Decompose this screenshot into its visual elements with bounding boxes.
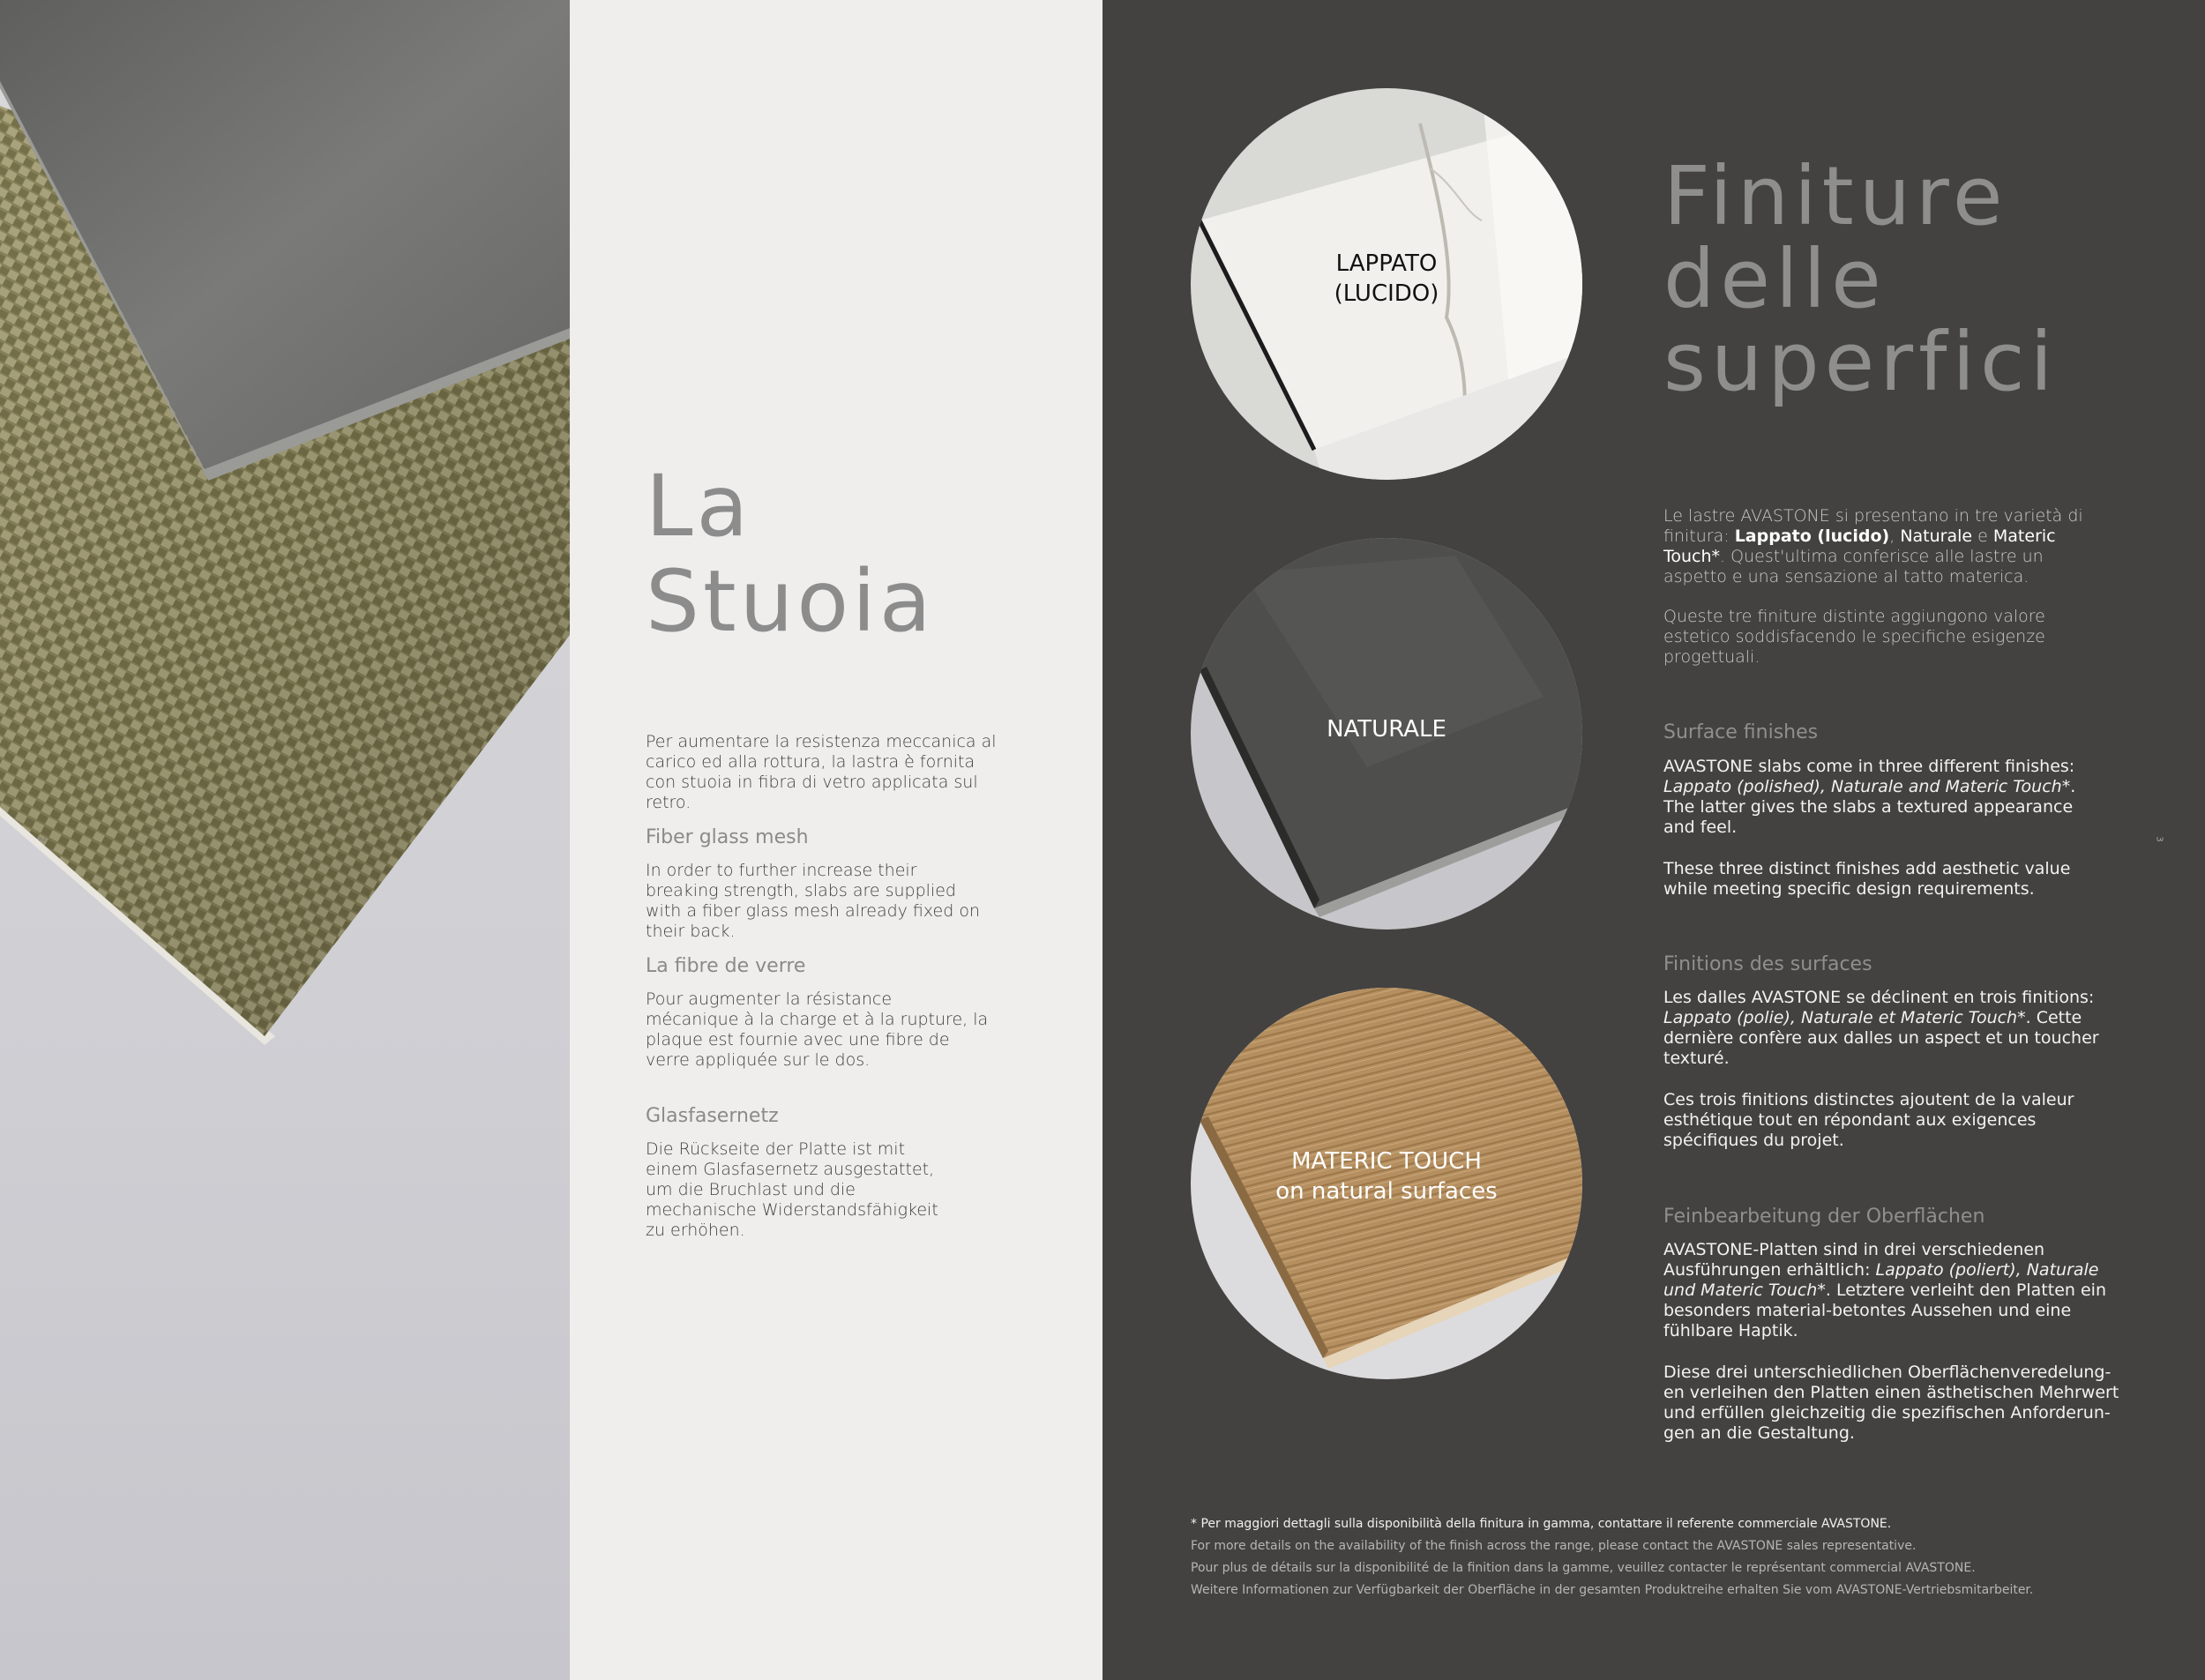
finish-naturale-image [1191, 538, 1582, 930]
finish-materic-touch-label: MATERIC TOUCH on natural surfaces [1275, 1148, 1498, 1205]
stuoia-column [570, 0, 1102, 1680]
page-number-right: 3 [2154, 836, 2164, 842]
fiber-mesh-photo [0, 0, 570, 1680]
footnote-it: * Per maggiori dettagli sulla disponibilità della finitura in gamma, contattare il referente commerciale AVASTONE. [1191, 1517, 1892, 1531]
finish-materic-touch-image [1191, 988, 1582, 1379]
finish-lappato-label: LAPPATO (LUCIDO) [1334, 250, 1439, 307]
finishes-value-fr: Ces trois finitions distinctes ajoutent de la valeur esthétique tout en répondant aux exigences spécifiques du projet. [1663, 1090, 2074, 1150]
footnote-fr: Pour plus de détails sur la disponibilité de la finition dans la gamme, veuillez contacter le représentant commercial AVASTONE. [1191, 1561, 1976, 1575]
finish-naturale-label: NATURALE [1327, 716, 1446, 743]
section-heading-en: Fiber glass mesh [646, 826, 809, 848]
stuoia-title: La Stuoia [646, 457, 935, 651]
footnote-de: Weitere Informationen zur Verfügbarkeit der Oberfläche in der gesamten Produktreihe erhalten Sie vom AVASTONE-Vertriebsmitarbeiter. [1191, 1583, 2034, 1597]
finishes-value-en: These three distinct finishes add aesthetic value while meeting specific design requirements. [1663, 859, 2071, 899]
finishes-value-it: Queste tre finiture distinte aggiungono valore estetico soddisfacendo le specifiche esigenze progettuali. [1663, 607, 2045, 667]
section-heading-fr: La fibre de verre [646, 955, 806, 977]
heading-finitions-surfaces: Finitions des surfaces [1663, 953, 1872, 975]
finish-lappato-image [1191, 88, 1582, 480]
finishes-value-de: Diese drei unterschiedlichen Oberflächenveredelung-en verleihen den Platten einen ästhetischen Mehrwert und erfüllen gleichzeitig die spezifischen Anforderun-gen an die Gestaltung. [1663, 1363, 2119, 1443]
page-number-left: 2 [36, 836, 47, 842]
section-body-en: In order to further increase their breaking strength, slabs are supplied with a fiber glass mesh already fixed on their back. [646, 861, 981, 941]
heading-feinbearbeitung: Feinbearbeitung der Oberflächen [1663, 1206, 1985, 1228]
finishes-body-de: AVASTONE-Platten sind in drei verschiedenen Ausführungen erhältlich: Lappato (poliert), Naturale und Materic Touch*. Letztere verleiht den Platten ein besonders material-betontes Aussehen und eine fühlbare Haptik. [1663, 1240, 2106, 1340]
finishes-column [1102, 0, 2205, 1680]
finishes-body-fr: Les dalles AVASTONE se déclinent en trois finitions: Lappato (polie), Naturale et Materic Touch*. Cette dernière confère aux dalles un aspect et un toucher texturé. [1663, 988, 2099, 1068]
finishes-intro-it: Le lastre AVASTONE si presentano in tre varietà di finitura: Lappato (lucido), Naturale e Materic Touch*. Quest'ultima conferisce alle lastre un aspetto e una sensazione al tatto materica. [1663, 506, 2083, 586]
section-body-de: Die Rückseite der Platte ist mit einem Glasfasernetz ausgestattet, um die Bruchlast und die mechanische Widerstandsfähigkeit zu erhöhen. [646, 1139, 938, 1240]
finiture-title: Finiture delle superfici [1663, 149, 2059, 409]
finishes-body-en: AVASTONE slabs come in three different finishes: Lappato (polished), Naturale and Materic Touch*. The latter gives the slabs a textured appearance and feel. [1663, 757, 2076, 837]
section-heading-de: Glasfasernetz [646, 1105, 779, 1127]
stuoia-intro-it: Per aumentare la resistenza meccanica al carico ed alla rottura, la lastra è fornita con stuoia in fibra di vetro applicata sul retro. [646, 732, 997, 812]
section-body-fr: Pour augmenter la résistance mécanique à la charge et à la rupture, la plaque est fournie avec une fibre de verre appliquée sur le dos. [646, 989, 989, 1070]
heading-surface-finishes: Surface finishes [1663, 721, 1819, 743]
footnote-en: For more details on the availability of the finish across the range, please contact the AVASTONE sales representative. [1191, 1539, 1917, 1553]
